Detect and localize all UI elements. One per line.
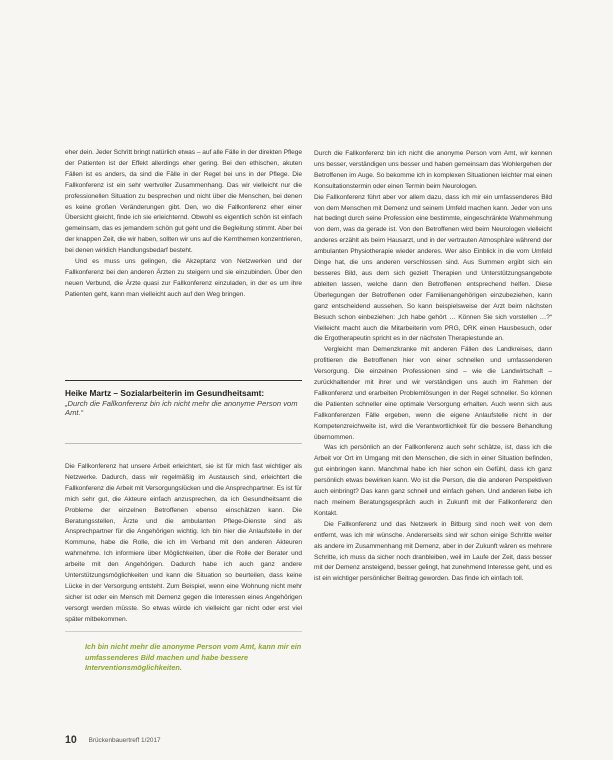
pull-quote-text: Ich bin nicht mehr die anonyme Person vom Amt, kann mir ein umfassenderes Bild machen und habe bessere Interventionsmöglichkeiten. — [85, 642, 302, 673]
interview-lead-quote: „Durch die Fallkonferenz bin ich nicht mehr die anonyme Person vom Amt.“ — [65, 398, 298, 417]
paragraph: Die Fallkonferenz hat unsere Arbeit erleichtert, sie ist für mich fast wichtiger als Netzwerke. Dadurch, dass wir regelmäßig im Austausch sind, erleichtert die Fallkonferenz die Arbeit mit Versorgungslücken und die Ansprechpartner. Es ist für mich sehr gut, die Akteure einfach anzusprechen, da ich Gesundheitsamt die Probleme der einzelnen Betroffenen ebenso einschätzen kann. Die Beratungsstellen, Ärzte und die ambulanten Pflege-Dienste sind als Ansprechpartner für die Angehörigen wichtig. Ich bin hier die Anlaufstelle in der Kommune, habe die Rolle, die ich im Verband mit den anderen Akteuren wahrnehme. Ich informiere über Möglichkeiten, über die Rolle der Berater und arbeite mit den Angehörigen. Dadurch habe ich auch ganz andere Unterstützungsmöglichkeiten und kann die Situation so beurteilen, dass keine Lücke in der Versorgung entsteht. Zum Beispiel, wenn eine Wohnung nicht mehr sicher ist oder ein Mensch mit Demenz gegen die Interessen eines Angehörigen versorgt werden müsste. So etwas würde ich vielleicht gar nicht oder erst viel später mitbekommen. — [65, 463, 302, 623]
pull-quote-divider — [65, 631, 302, 632]
page-number: 10 — [65, 734, 77, 746]
publication-name: Brückenbauertreff 1/2017 — [88, 737, 161, 744]
left-column-top — [65, 148, 302, 301]
page-footer — [65, 734, 161, 746]
left-column-interview — [65, 462, 302, 626]
paragraph: Die Fallkonferenz und das Netzwerk in Bitburg sind noch weit von dem entfernt, was ich mir wünsche. Andererseits sind wir schon einige Schritte weiter als andere im Zusammenhang mit Demenz, aber in der Zukunft wären es mehrere Schritte, ich muss da sicher noch dranbleiben, weil im Laufe der Zeit, dass besser mit der Demenz ansteigend, besser gelingt, hat zunehmend Interesse geht, und es ist ein wichtiger persönlicher Beitrag geworden. Das finde ich einfach toll. — [314, 520, 552, 583]
paragraph: Vergleicht man Demenzkranke mit anderen Fällen des Landkreises, dann profitieren die Betroffenen hier von einer schnellen und umfassenderen Versorgung. Die einzelnen Professionen sind – wie die Landwirtschaft – zurückhaltender mit ihrer und wir verständigen uns auch im Rahmen der Fallkonferenz und erarbeiten Problemlösungen in der Regel schneller. So können die Patienten schneller eine optimale Versorgung erhalten. Auch wenn sich aus Fallkonferenzen Fälle ergeben, wenn die eigene Anlaufstelle nicht in der Kompetenzreichweite ist, wird die Verantwortlichkeit für die bessere Behandlung übernommen. — [314, 346, 552, 441]
interview-header — [65, 388, 302, 418]
paragraph: Die Fallkonferenz führt aber vor allem dazu, dass ich mir ein umfassenderes Bild von dem Menschen mit Demenz und seinem Umfeld machen kann. Jeder von uns hat bedingt durch seine Profession eine bestimmte, eingeschränkte Wahrnehmung von dem, was da gerade ist. Von den Betroffenen wird beim Neurologen vielleicht anderes erzählt als beim Hausarzt, und in der vertrauten Atmosphäre während der ambulanten Physiotherapie wieder anderes. Wer also Einblick in die vom Umfeld Dinge hat, die uns anderen verschlossen sind. Aus Summen ergibt sich ein besseres Bild, aus dem sich gezielt Therapien und Unterstützungsangebote ableiten lassen, welche dann den Betroffenen entsprechend helfen. Diese Überlegungen der Betroffenen oder Familienangehörigen einzubeziehen, kann ganz entscheidend aussehen. So kann beispielsweise der Arzt beim nächsten Besuch schon einbeziehen: „Ich habe gehört … Können Sie sich vorstellen …?“ Vielleicht macht auch die Mitarbeiterin vom PRG, DRK einen Hausbesuch, oder die Ergotherapeutin spricht es in der nächsten Therapiestunde an. — [314, 193, 552, 343]
interviewee-name: Heike Martz – Sozialarbeiterin im Gesundheitsamt: — [65, 388, 265, 398]
paragraph: eher dein. Jeder Schritt bringt natürlich etwas – auf alle Fälle in der direkten Pflege der Patienten ist der Effekt allerdings eher gering. Bei den ethischen, akuten Fällen ist es anders, da sind die Fälle in der Regel bei uns in der Pflege. Die Fallkonferenz ist ein sehr wertvoller Zusammenhang. Das wir vielleicht nur die professionellen Situation zu besprechen und nicht über die Menschen, bei denen es keine großen Veränderungen gibt. Den, wo die Fallkonferenz eher einer Übersicht gleicht, finde ich sie erleichternd. Obwohl es eigentlich schön ist einfach gemeinsam, das es jemandem schön gut geht und die Begleitung stimmt. Aber bei der knappen Zeit, die wir haben, sollten wir uns auf die Kernthemen konzentrieren, bei denen wirklich Handlungsbedarf besteht. — [65, 149, 302, 255]
paragraph: Und es muss uns gelingen, die Akzeptanz von Netzwerken und der Fallkonferenz bei den anderen Ärzten zu steigern und sie einzubinden. Über den neuen Verbund, die Ärzte quasi zur Fallkonferenz einzuladen, in der es um ihre Patienten geht, kann man vielleicht auch auf den Weg bringen. — [65, 258, 302, 298]
right-column — [314, 149, 552, 585]
paragraph: Was ich persönlich an der Fallkonferenz auch sehr schätze, ist, dass ich die Arbeit vor Ort im Umgang mit den Menschen, die sich in einer Situation befinden, gut einbringen kann. Manchmal habe ich hier schon ein Gefühl, dass ich ganz persönlich etwas bewirken kann. Wo ist die Person, die die anderen Perspektiven auch einbringt? Das kann ganz schnell und einfach gehen. Und anderen liebe ich nach meinem Beratungsgespräch auch in Zukunft mit der Fallkonferenz den Kontakt. — [314, 444, 552, 517]
header-divider — [65, 443, 302, 444]
pull-quote — [65, 642, 302, 674]
paragraph: Durch die Fallkonferenz bin ich nicht die anonyme Person vom Amt, wir kennen uns besser, verständigen uns besser und haben gemeinsam das Wohlergehen der Betroffenen im Auge. So bekomme ich in komplexen Situationen leichter mal einen Konsultationstermin oder einen Termin beim Neurologen. — [314, 150, 552, 190]
section-divider — [65, 380, 302, 381]
